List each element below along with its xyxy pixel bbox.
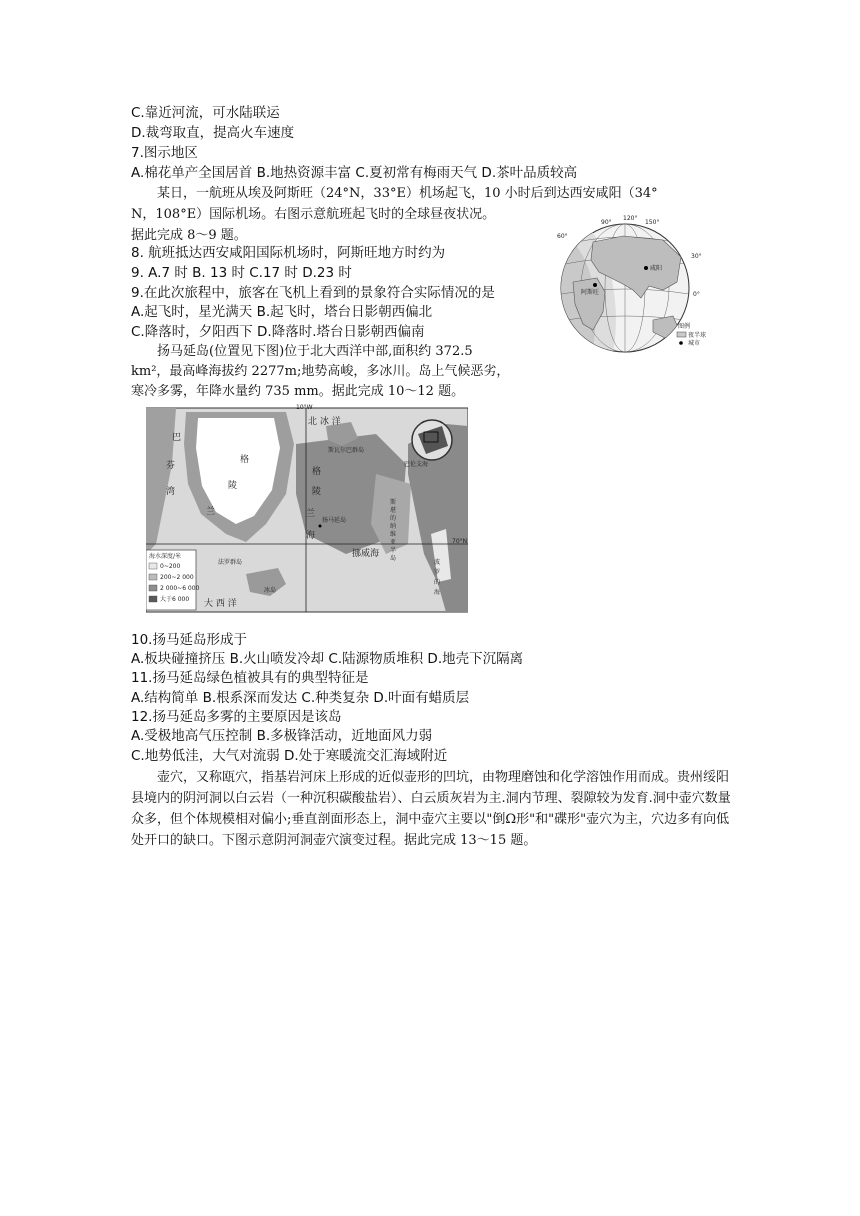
intro-8-9-line2: N，108°E）国际机场。右图示意航班起飞时的全球昼夜状况。 [131,207,496,222]
question-8: 8. 航班抵达西安咸阳国际机场时，阿斯旺地方时约为 [131,245,446,261]
intro-13-15-paragraph: 壶穴，又称瓯穴，指基岩河床上形成的近似壶形的凹坑，由物理磨蚀和化学溶蚀作用而成。贵州绥阳县境内的阴河洞以白云岩（一种沉积碳酸盐岩）、白云质灰岩为主.洞内节理、裂隙较为发育.洞中壶穴数量众多，但个体规模相对偏小;垂直剖面形态上，洞中壶穴主要以"倒Ω形"和"碟形"壶穴为主，穴边多有向低处开口的缺口。下图示意阴河洞壶穴演变过程。据此完成 13～15 题。 [131,770,731,848]
globe-legend-night: 夜半球 [688,332,707,339]
legend-city-dot [679,341,683,345]
depth-legend [146,550,200,610]
question-12: 12.扬马延岛多雾的主要原因是该岛 [131,709,342,725]
legend-night-swatch [677,332,686,337]
question-9: 9.在此次旅程中，旅客在飞机上看到的景象符合实际情况的是 [131,285,495,301]
question-8-options: 9. A.7 时 B. 13 时 C.17 时 D.23 时 [131,265,352,281]
question-12-options-ab: A.受极地高气压控制 B.多极锋活动，近地面风力弱 [131,728,433,744]
svalbard-label: 斯瓦尔巴群岛 [328,447,365,454]
arctic-ocean-label: 北 冰 洋 [308,417,341,427]
svg-text:岛: 岛 [390,555,397,562]
jan-mayen-map-figure [146,404,468,614]
lon-label-150: 150° [645,219,660,226]
question-12-options-cd: C.地势低洼，大气对流弱 D.处于寒暖流交汇海域附近 [131,748,448,764]
svg-text:的: 的 [434,579,441,586]
depth-level-2: 200~2 000 [160,574,194,581]
aswan-label: 阿斯旺 [581,289,600,296]
lon-label-90: 90° [601,219,612,226]
lat-label-30: 30° [691,253,702,260]
svg-text:的: 的 [390,515,397,522]
lat-label-60: 60° [557,233,568,240]
xianyang-label: 咸阳 [650,265,663,272]
svg-text:波: 波 [434,559,441,566]
intro-8-9-line3: 据此完成 8～9 题。 [131,228,247,243]
svg-text:维: 维 [390,531,397,538]
intro-10-12-line1: 扬马延岛(位置见下图)位于北大西洋中部,面积约 372.5 [157,344,473,359]
norwegian-sea-label: 挪威海 [352,549,380,559]
intro-8-9-line1: 某日，一航班从埃及阿斯旺（24°N，33°E）机场起飞，10 小时后到达西安咸阳（34° [157,186,658,201]
option-line-d: D.裁弯取直，提高火车速度 [131,125,295,141]
faroe-label: 法罗群岛 [218,559,243,566]
jan-mayen-label: 扬马延岛 [322,517,347,524]
svg-text:罗: 罗 [434,569,441,576]
aswan-city-marker [593,283,597,287]
jan-mayen-marker [319,525,322,528]
greenland-char-3: 兰 [206,507,216,517]
svg-text:海: 海 [434,589,441,596]
question-11-options: A.结构简单 B.根系深而发达 C.种类复杂 D.叶面有蜡质层 [131,690,470,706]
globe-legend-city: 城市 [688,340,701,347]
question-7: 7.图示地区 [131,145,198,161]
question-9-options-ab: A.起飞时，星光满天 B.起飞时，塔台日影朝西偏北 [131,304,433,320]
depth-legend-title: 海水深度/米 [149,553,182,560]
question-11: 11.扬马延岛绿色植被具有的典型特征是 [131,670,369,686]
question-10: 10.扬马延岛形成于 [131,632,247,648]
question-9-options-cd: C.降落时，夕阳西下 D.降落时.塔台日影朝西偏南 [131,324,425,340]
depth-level-4: 大于6 000 [160,596,190,603]
svg-text:纳: 纳 [390,523,397,530]
question-10-options: A.板块碰撞挤压 B.火山喷发冷却 C.陆源物质堆积 D.地壳下沉隔离 [131,651,524,667]
svg-text:亚: 亚 [390,539,397,546]
greenland-char-1: 格 [240,455,250,465]
globe-day-night-figure [553,212,718,360]
baffin-char-1: 巴 [172,433,182,443]
lon-label-120: 120° [623,215,638,222]
barents-label: 巴伦支海 [404,461,429,468]
option-line-c: C.靠近河流，可水陆联运 [131,105,280,121]
greenland-sea-char-4: 海 [306,531,316,541]
depth-level-3: 2 000~6 000 [160,585,200,592]
lat-label-0: 0° [693,291,700,298]
svg-text:堪: 堪 [390,507,397,514]
svg-text:半: 半 [390,547,397,554]
greenland-char-2: 陵 [228,481,238,491]
lon-10w-label: 10°W [296,404,313,411]
question-7-options: A.棉花单产全国居首 B.地热资源丰富 C.夏初常有梅雨天气 D.茶叶品质较高 [131,165,578,181]
greenland-sea-char-2: 陵 [312,487,322,497]
xianyang-city-marker [644,266,648,270]
intro-10-12-line3: 寒冷多雾，年降水量约 735 mm。据此完成 10～12 题。 [131,384,465,399]
depth-level-1: 0~200 [160,563,181,570]
greenland-sea-char-3: 兰 [306,509,316,519]
baffin-char-3: 湾 [166,487,176,497]
intro-10-12-line2: km²，最高峰海拔约 2277m;地势高峻，多冰川。岛上气候恶劣， [131,364,510,379]
atlantic-label: 大 西 洋 [204,599,237,609]
svg-text:斯: 斯 [390,499,397,506]
greenland-sea-char-1: 格 [312,467,322,477]
iceland-label: 冰岛 [264,587,277,594]
lat-70n-label: 70°N [452,538,468,545]
baffin-char-2: 芬 [166,461,176,471]
globe-legend-title: 图例 [678,323,691,330]
